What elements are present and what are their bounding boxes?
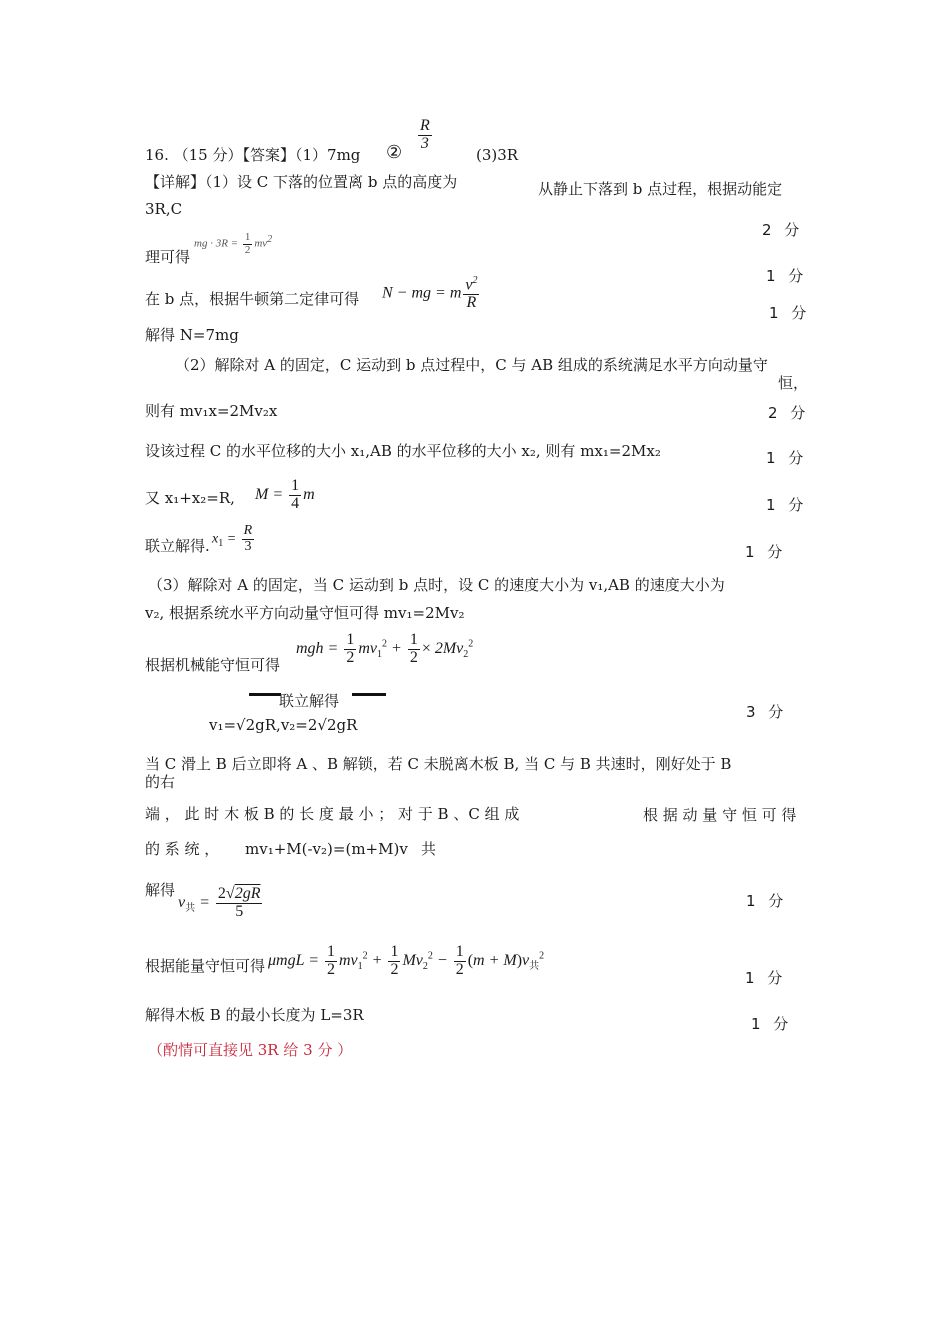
part3-line-11: 根据能量守恒可得 xyxy=(145,957,266,975)
mechanical-energy-formula: mgh = $\frac{1}{2}$ $mv_1^2$ + $\frac{1}{2}$ × $2Mv_2^2$ xyxy=(296,631,474,666)
detail-line-2: 3R,C xyxy=(145,200,183,218)
part2-line-1: （2）解除对 A 的固定，C 运动到 b 点过程中，C 与 AB 组成的系统满足水平方向动量守 xyxy=(175,356,768,374)
mass-ratio-formula: M = $\frac{1}{4}$ m xyxy=(255,477,315,512)
part3-line-3: 根据机械能守恒可得 xyxy=(145,656,281,674)
detail-line-5: 解得 N=7mg xyxy=(145,326,239,344)
score: 1 分 xyxy=(745,543,787,561)
detail-line-4: 在 b 点，根据牛顿第二定律可得 xyxy=(145,290,360,308)
score: 2 分 xyxy=(762,221,804,239)
score: 2 分 xyxy=(768,404,810,422)
part2-line-2: 则有 mv₁x=2Mv₂x xyxy=(145,402,278,420)
score: 1 分 xyxy=(745,969,787,987)
divider-bar xyxy=(352,693,386,696)
score: 3 分 xyxy=(746,703,788,721)
detail-line-1-right: 从静止下落到 b 点过程，根据动能定 xyxy=(538,180,783,198)
part2-line-3: 设该过程 C 的水平位移的大小 x₁,AB 的水平位移的大小 x₂, 则有 mx₁=2Mx₂ xyxy=(145,442,661,460)
answer-2-fraction: $\frac{R}{3}$ xyxy=(420,117,430,152)
score: 1 分 xyxy=(766,496,808,514)
kinetic-energy-formula: mg · 3R = $\frac{1}{2}$ $mv^2$ xyxy=(194,231,273,256)
detail-line-3: 理可得 xyxy=(145,248,191,266)
part3-line-1: （3）解除对 A 的固定，当 C 运动到 b 点时，设 C 的速度大小为 v₁,AB 的速度大小为 xyxy=(148,576,725,594)
part2-line-5: 联立解得. xyxy=(145,537,210,555)
part3-line-9c: 共 xyxy=(421,840,437,858)
score: 1 分 xyxy=(766,267,808,285)
x1-formula: $x_1$ = $\frac{R}{3}$ xyxy=(212,523,253,554)
common-velocity-formula: $v_共$ = $\frac{2√2gR}{5}$ xyxy=(178,885,261,920)
part3-line-5: v₁=√2gR,v₂=2√2gR xyxy=(209,716,358,734)
part3-line-8b: 根 据 动 量 守 恒 可 得 xyxy=(643,806,797,824)
part3-line-7: 的右 xyxy=(145,773,176,791)
score: 1 分 xyxy=(751,1015,793,1033)
score: 1 分 xyxy=(769,304,811,322)
part3-line-2: v₂, 根据系统水平方向动量守恒可得 mv₁=2Mv₂ xyxy=(145,604,465,622)
divider-bar xyxy=(249,693,281,696)
part3-line-9a: 的 系 统 ， xyxy=(145,840,220,858)
energy-conservation-formula: μmgL = $\frac{1}{2}$ $mv_1^2$ + $\frac{1}{2}$ $Mv_2^2$ − $\frac{1}{2}$ $(m + M)v_共^2$ xyxy=(268,943,545,978)
part3-line-10: 解得 xyxy=(145,881,176,899)
answer-2-marker: ② xyxy=(386,142,403,163)
part2-line-1-end: 恒， xyxy=(778,374,809,392)
grading-note: （酌情可直接见 3R 给 3 分 ） xyxy=(148,1041,353,1059)
score: 1 分 xyxy=(766,449,808,467)
part3-line-4: 联立解得 xyxy=(279,692,340,710)
detail-line-1: 【详解】（1）设 C 下落的位置离 b 点的高度为 xyxy=(145,173,458,191)
question-header: 16. （15 分）【答案】（1）7mg xyxy=(145,146,361,164)
part3-line-8a: 端 ， 此 时 木 板 B 的 长 度 最 小 ； 对 于 B 、C 组 成 xyxy=(145,805,520,823)
score: 1 分 xyxy=(746,892,788,910)
newton-formula: N − mg = m $\frac{v^2}{R}$ xyxy=(382,275,478,312)
part3-line-12: 解得木板 B 的最小长度为 L=3R xyxy=(145,1006,364,1024)
answer-3: (3)3R xyxy=(476,146,519,164)
part3-line-9b: mv₁+M(-v₂)=(m+M)v xyxy=(245,840,408,858)
part3-line-6: 当 C 滑上 B 后立即将 A 、B 解锁，若 C 未脱离木板 B, 当 C 与 B 共速时，刚好处于 B xyxy=(145,755,732,773)
part2-line-4: 又 x₁+x₂=R, xyxy=(145,489,235,507)
